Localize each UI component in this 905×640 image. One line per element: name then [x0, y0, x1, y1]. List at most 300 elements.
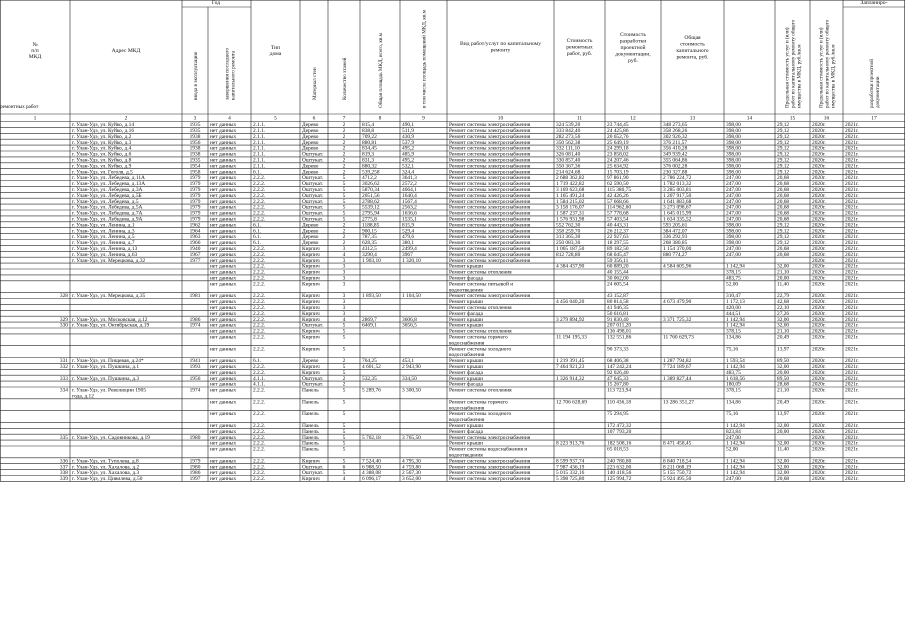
cell-col-12: 22 927,63	[607, 234, 629, 241]
column-number: 7	[342, 115, 346, 122]
cell-col-15: 29,12	[777, 240, 790, 247]
cell-col-11: 1 587 237,31	[556, 210, 585, 217]
cell-col-11: 552 762,30	[556, 222, 581, 229]
cell-col-17: 2021г.	[845, 275, 859, 282]
cell-col-6: Дерево	[302, 228, 319, 235]
cell-col-17: 2021г.	[845, 399, 859, 406]
cell-col-3: 1974	[189, 322, 201, 329]
cell-col-12: 26 212,37	[607, 228, 629, 235]
cell-col-12: 41 946,35	[607, 305, 629, 311]
cell-col-16: 2020г.	[812, 364, 826, 370]
cell-col-12: 172 472,32	[607, 423, 632, 429]
cell-col-17: 2021г.	[845, 470, 859, 477]
cell-col-4: нет данных	[210, 470, 237, 477]
cell-col-10: Ремонт системы электроснабжения	[449, 163, 531, 170]
cell-col-2: г. Улан-Удэ, ул. Мерецкова, д.32	[72, 257, 146, 264]
cell-col-13: 1 782 013,32	[663, 181, 692, 188]
cell-col-10: Ремонт системы электроснабжения	[449, 192, 531, 199]
cell-col-12: 92 026,40	[607, 369, 629, 376]
cell-col-10: Ремонт системы электроснабжения	[449, 470, 531, 477]
cell-col-15: 20,00	[777, 369, 790, 376]
cell-col-14: 398,00	[726, 122, 741, 129]
cell-col-5: 4.1.1.	[253, 375, 266, 382]
cell-col-17: 2021г.	[845, 234, 859, 241]
cell-col-4: нет данных	[210, 145, 237, 152]
cell-col-15: 29,12	[777, 128, 790, 134]
cell-col-10: Ремонт системы электроснабжения	[449, 293, 531, 300]
cell-col-8: 787,35	[362, 234, 377, 241]
cell-col-12: 107 793,20	[607, 428, 632, 435]
cell-col-9: 490,1	[402, 122, 415, 129]
cell-col-6: Панель	[302, 440, 319, 447]
cell-col-15: 32,00	[777, 440, 790, 447]
cell-col-16: 2020г.	[812, 375, 826, 382]
cell-col-16: 2020г.	[812, 305, 826, 311]
cell-col-8: 4 388,08	[362, 470, 381, 477]
cell-col-14: 823,84	[726, 428, 741, 435]
cell-col-1: 336	[59, 458, 68, 465]
cell-col-5: 2.1.1.	[253, 157, 266, 164]
cell-col-16: 2020г.	[812, 257, 826, 264]
cell-col-14: 247,00	[726, 246, 741, 252]
planned-group-label: Запланиро-	[860, 0, 888, 6]
cell-col-3: 1979	[189, 204, 201, 211]
cell-col-14: 398,00	[726, 128, 741, 134]
cell-col-15: 20,68	[777, 216, 790, 223]
cell-col-14: 75,16	[726, 411, 739, 418]
header-8: Общая площадь МКД, всего, кв.м	[378, 33, 384, 108]
cell-col-17: 2021г.	[845, 139, 859, 146]
cell-col-6: Панель	[302, 434, 319, 441]
cell-col-6: Оштукат.	[302, 375, 324, 382]
cell-col-2: г. Улан-Удэ, ул. Ленина, д.63	[72, 251, 138, 258]
cell-col-5: 6.1.	[253, 358, 262, 365]
cell-col-6: Оштукат.	[302, 187, 324, 193]
cell-col-6: Дерево	[302, 240, 319, 247]
cell-col-6: Панель	[302, 446, 319, 453]
cell-col-16: 2020г.	[812, 470, 826, 477]
cell-col-9: 529,4	[402, 228, 415, 235]
cell-col-6: Кирпич	[302, 316, 320, 323]
cell-col-12: 24 207,46	[607, 157, 629, 164]
cell-col-5: 2.2.2.	[253, 204, 266, 211]
cell-col-14: 247,00	[726, 198, 741, 205]
header-12: Стоимость разработки проектной документации, руб.	[615, 32, 651, 64]
column-number: 3	[193, 115, 197, 122]
cell-col-15: 21,10	[777, 269, 790, 276]
cell-col-8: 628,35	[362, 240, 377, 247]
cell-col-15: 20,00	[777, 275, 790, 282]
cell-col-14: 1 142,94	[726, 470, 745, 477]
cell-col-15: 29,12	[777, 228, 790, 235]
cell-col-2: г. Улан-Удэ, ул. Лебедева, д.13А	[72, 181, 146, 188]
cell-col-3: 1963	[189, 234, 201, 241]
cell-col-15: 20,68	[777, 192, 790, 199]
cell-col-13: 593 205,61	[663, 222, 688, 229]
cell-col-15: 29,12	[777, 139, 790, 146]
cell-col-3: 1964	[189, 228, 201, 235]
cell-col-7: 2	[342, 133, 346, 140]
cell-col-17: 2021г.	[845, 434, 859, 441]
cell-col-4: нет данных	[210, 316, 237, 323]
cell-col-3: 1980	[189, 464, 201, 471]
cell-col-4: нет данных	[210, 328, 237, 335]
cell-col-7: 5	[342, 328, 346, 335]
cell-col-10: Ремонт крыши	[449, 316, 483, 323]
cell-col-17: 2021г.	[845, 157, 859, 164]
cell-col-9: 453,1	[402, 358, 415, 365]
cell-col-12: 40 443,31	[607, 222, 629, 229]
column-number: 16	[823, 115, 830, 122]
cell-col-5: 2.2.2.	[253, 334, 266, 341]
cell-col-17: 2021г.	[845, 358, 859, 365]
cell-col-16: 2020г.	[812, 151, 826, 158]
cell-col-16: 2020г.	[812, 316, 826, 323]
cell-col-2: г. Улан-Удэ, ул. Куйко, д.4	[72, 145, 132, 152]
cell-col-6: Панель	[302, 399, 319, 406]
cell-col-11: 333 842,40	[556, 128, 581, 134]
cell-col-13: 8 211 068,19	[663, 464, 692, 471]
cell-col-16: 2020г.	[812, 310, 826, 317]
cell-col-11: 4 384 437,90	[556, 263, 585, 270]
cell-col-10: Ремонт системы электроснабжения	[449, 122, 531, 129]
cell-col-15: 29,12	[777, 163, 790, 170]
cell-col-15: 20,68	[777, 251, 790, 258]
cell-col-8: 838,8	[362, 128, 375, 134]
cell-col-3: 1997	[189, 476, 201, 483]
cell-col-8: 2051,56	[362, 192, 380, 199]
cell-col-16: 2020г.	[812, 122, 826, 129]
cell-col-7: 5	[342, 399, 346, 406]
cell-col-13: 3 273 098,67	[663, 204, 692, 211]
cell-col-15: 29,12	[777, 169, 790, 176]
cell-col-14: 398,00	[726, 222, 741, 229]
cell-col-9: 4664,1	[402, 187, 417, 193]
cell-col-10: Ремонт системы электроснабжения	[449, 210, 531, 217]
cell-col-17: 2021г.	[845, 310, 859, 317]
header-3: ввода в эксплуатацию	[193, 51, 199, 100]
cell-col-11: 282 273,56	[556, 133, 581, 140]
column-number: 8	[378, 115, 382, 122]
cell-col-16: 2020г.	[812, 139, 826, 146]
cell-col-11: 3 279 894,92	[556, 316, 585, 323]
cell-col-2: г. Улан-Удэ, ул. Революции 1905 года, д.12	[72, 387, 147, 400]
cell-col-12: 68 406,38	[607, 358, 629, 365]
header-2: Адрес МКД	[111, 48, 141, 54]
cell-col-6: Оштукат.	[302, 198, 324, 205]
cell-col-12: 68 045,47	[607, 251, 629, 258]
cell-col-4: нет данных	[210, 423, 237, 429]
cell-col-8: 4312,5	[362, 246, 377, 252]
cell-col-9: 3641,3	[402, 175, 417, 182]
cell-col-10: Ремонт крыши	[449, 364, 483, 370]
cell-col-10: Ремонт фасада	[449, 381, 483, 388]
cell-col-4: нет данных	[210, 369, 237, 376]
cell-col-7: 2	[342, 240, 346, 247]
cell-col-16: 2020г.	[812, 128, 826, 134]
cell-col-9: 2 943,90	[402, 364, 421, 370]
cell-col-17: 2021г.	[845, 269, 859, 276]
cell-col-17: 2021г.	[845, 122, 859, 129]
cell-col-14: 1 142,94	[726, 322, 745, 329]
cell-col-11: 1 719 422,82	[556, 181, 585, 188]
cell-col-17: 2021г.	[845, 346, 859, 353]
cell-col-7: 3	[342, 257, 346, 264]
cell-col-15: 22,79	[777, 293, 790, 300]
cell-col-8: 709,22	[362, 133, 377, 140]
cell-col-14: 1 142,94	[726, 464, 745, 471]
cell-col-2: г. Улан-Удэ, ул. Лебедева, д.11А	[72, 175, 145, 182]
cell-col-4: нет данных	[210, 334, 237, 341]
cell-col-11: 12 706 628,69	[556, 399, 587, 406]
column-number: 5	[274, 115, 277, 122]
cell-col-17: 2021г.	[845, 375, 859, 382]
cell-col-4: нет данных	[210, 310, 237, 317]
header-1: № п/п МКД	[28, 42, 42, 60]
cell-col-6: Панель	[302, 423, 319, 429]
cell-col-6: Дерево	[302, 133, 319, 140]
cell-col-15: 32,00	[777, 464, 790, 471]
cell-col-7: 3	[342, 299, 346, 306]
cell-col-17: 2021г.	[845, 263, 859, 270]
cell-col-13: 358 268,26	[663, 128, 688, 134]
cell-col-10: Ремонт системы электроснабжения	[449, 434, 531, 441]
cell-col-10: Ремонт системы холодного водоснабжения	[449, 346, 512, 359]
cell-col-17: 2021г.	[845, 251, 859, 258]
cell-col-14: 398,00	[726, 157, 741, 164]
cell-col-8: 831,3	[362, 157, 375, 164]
cell-col-16: 2020г.	[812, 228, 826, 235]
cell-col-14: 134,86	[726, 399, 741, 406]
cell-col-16: 2020г.	[812, 440, 826, 447]
cell-col-9: 3606,8	[402, 316, 417, 323]
cell-col-7: 2	[342, 163, 346, 170]
cell-col-9: 1640,4	[402, 192, 417, 199]
cell-col-16: 2020г.	[812, 476, 826, 483]
cell-col-13: 7 724 189,67	[663, 364, 692, 370]
cell-col-10: Ремонт крыши	[449, 375, 483, 382]
cell-col-4: нет данных	[210, 434, 237, 441]
cell-col-9: 815,9	[402, 222, 415, 229]
cell-col-12: 90 373,33	[607, 346, 629, 353]
cell-col-8: 3290,4	[362, 251, 377, 258]
cell-col-14: 1 142,94	[726, 440, 745, 447]
cell-col-15: 20,68	[777, 210, 790, 217]
cell-col-12: 65 018,53	[607, 446, 629, 453]
cell-col-7: 4	[342, 316, 346, 323]
cell-col-17: 2021г.	[845, 175, 859, 182]
cell-col-7: 2	[342, 381, 346, 388]
cell-col-12: 91 830,40	[607, 316, 629, 323]
cell-col-17: 2021г.	[845, 334, 859, 341]
cell-col-10: Ремонт системы электроснабжения	[449, 204, 531, 211]
cell-col-5: 4.1.1.	[253, 381, 266, 388]
cell-col-11: 5 015 332,16	[556, 470, 585, 477]
cell-col-5: 2.2.2.	[253, 399, 266, 406]
cell-col-15: 11,40	[777, 446, 789, 453]
cell-col-16: 2020г.	[812, 275, 826, 282]
cell-col-8: 6 988,50	[362, 464, 381, 471]
cell-col-5: 2.2.2.	[253, 446, 266, 453]
cell-col-7: 2	[342, 375, 346, 382]
cell-col-7: 2	[342, 128, 346, 134]
cell-col-14: 52,00	[726, 281, 739, 288]
cell-col-14: 1 172,13	[726, 299, 745, 306]
cell-col-12: 23 858,02	[607, 151, 629, 158]
cell-col-4: нет данных	[210, 163, 237, 170]
cell-col-11: 7 464 921,23	[556, 364, 585, 370]
cell-col-15: 20,68	[777, 204, 790, 211]
cell-col-6: Кирпич	[302, 263, 320, 270]
cell-col-16: 2020г.	[812, 187, 826, 193]
cell-col-6: Оштукат.	[302, 210, 324, 217]
header-5: Тип дома	[269, 45, 282, 57]
cell-col-14: 134,86	[726, 334, 741, 341]
cell-col-15: 29,12	[777, 222, 790, 229]
cell-col-9: 4 795,30	[402, 458, 421, 465]
cell-col-7: 2	[342, 145, 346, 152]
cell-col-5: 2.2.2.	[253, 263, 266, 270]
header-13: Общая стоимость капитального ремонта, руб.	[676, 35, 709, 61]
cell-col-4: нет данных	[210, 364, 237, 370]
cell-col-10: Ремонт системы отопления	[449, 269, 512, 276]
cell-col-11: 7 987 436,19	[556, 464, 585, 471]
cell-col-13: 230 327,88	[663, 169, 688, 176]
cell-col-10: Ремонт системы электроснабжения	[449, 246, 531, 252]
cell-col-2: г. Улан-Удэ, ул. Куйко, д.8	[72, 157, 132, 164]
cell-col-12: 47 645,33	[607, 375, 629, 382]
cell-col-4: нет данных	[210, 251, 237, 258]
cell-col-9: 2572,2	[402, 181, 417, 188]
cell-col-13: 5 924 495,50	[663, 476, 692, 483]
cell-col-16: 2020г.	[812, 169, 826, 176]
cell-col-13: 376 002,28	[663, 163, 688, 170]
cell-col-13: 348 273,65	[663, 122, 688, 129]
cell-col-2: г. Улан-Удэ, ул. Лебедева, д.5Б	[72, 192, 142, 199]
cell-col-5: 2.2.2.	[253, 251, 266, 258]
cell-col-5: 6.1.	[253, 169, 262, 176]
cell-col-14: 247,00	[726, 434, 741, 441]
cell-col-16: 2020г.	[812, 434, 826, 441]
cell-col-16: 2020г.	[812, 387, 826, 394]
cell-col-13: 3 371 725,32	[663, 316, 692, 323]
cell-col-16: 2020г.	[812, 181, 826, 188]
cell-col-4: нет данных	[210, 281, 237, 288]
cell-col-10: Ремонт системы отопления	[449, 387, 512, 394]
cell-col-11: 250 083,30	[556, 240, 581, 247]
cell-col-14: 247,00	[726, 251, 741, 258]
cell-col-7: 5	[342, 198, 346, 205]
cell-col-12: 89 182,50	[607, 246, 629, 252]
column-number: 6	[312, 115, 316, 122]
cell-col-8: 880,32	[362, 163, 377, 170]
cell-col-7: 3	[342, 275, 346, 282]
cell-col-8: 1 903,10	[362, 257, 381, 264]
cell-col-3: 1979	[189, 458, 201, 465]
cell-col-12: 59 356,11	[607, 257, 629, 264]
cell-col-8: 6469,1	[362, 322, 377, 329]
cell-col-8: 4 601,52	[362, 364, 381, 370]
cell-col-12: 240 780,80	[607, 458, 632, 465]
cell-col-5: 2.1.1.	[253, 139, 266, 146]
cell-col-14: 247,00	[726, 476, 741, 483]
cell-col-13: 1 389 827,44	[663, 375, 692, 382]
cell-col-7: 2	[342, 169, 346, 176]
cell-col-5: 2.2.2.	[253, 293, 266, 300]
cell-col-17: 2021г.	[845, 128, 859, 134]
cell-col-10: Ремонт фасада	[449, 310, 483, 317]
cell-col-1: 333	[59, 375, 68, 382]
cell-col-16: 2020г.	[812, 428, 826, 435]
cell-col-4: нет данных	[210, 204, 237, 211]
cell-col-16: 2020г.	[812, 163, 826, 170]
cell-col-7: 5	[342, 423, 346, 429]
cell-col-15: 20,68	[777, 175, 790, 182]
cell-col-12: 24 299,18	[607, 145, 629, 152]
cell-col-4: нет данных	[210, 169, 237, 176]
cell-col-12: 114 962,60	[607, 204, 632, 211]
cell-col-6: Кирпич	[302, 246, 320, 252]
cell-col-5: 2.2.2.	[253, 346, 266, 353]
cell-col-7: 5	[342, 175, 346, 182]
cell-col-15: 29,12	[777, 157, 790, 164]
cell-col-15: 32,00	[777, 458, 790, 465]
cell-col-3: 1940	[189, 246, 201, 252]
cell-col-10: Ремонт системы электроснабжения	[449, 128, 531, 134]
cell-col-9: 479,6	[402, 234, 415, 241]
cell-col-2: г. Улан-Удэ, ул. Октябрьская, д.19	[72, 322, 150, 329]
cell-col-4: нет данных	[210, 269, 237, 276]
cell-col-17: 2021г.	[845, 440, 859, 447]
cell-col-9: 1 104,50	[402, 293, 421, 300]
cell-col-6: Дерево	[302, 222, 319, 229]
cell-col-14: 420,00	[726, 305, 741, 311]
cell-col-13: 268 380,85	[663, 240, 688, 247]
cell-col-14: 378,15	[726, 387, 741, 394]
cell-col-5: 2.1.1.	[253, 151, 266, 158]
cell-col-16: 2020г.	[812, 458, 826, 465]
cell-col-5: 2.2.2.	[253, 476, 266, 483]
cell-col-2: г. Улан-Удэ, ул. Цивилева, д.50	[72, 476, 143, 483]
cell-col-7: 5	[342, 440, 346, 447]
cell-col-3: 1967	[189, 251, 201, 258]
cell-col-12: 140 418,56	[607, 470, 632, 477]
cell-col-6: Дерево	[302, 139, 319, 146]
cell-col-5: 2.2.2.	[253, 269, 266, 276]
cell-col-11: 3 169 623,68	[556, 187, 585, 193]
cell-col-13: 1 645 015,99	[663, 210, 692, 217]
column-number: 11	[576, 115, 583, 122]
cell-col-10: Ремонт системы электроснабжения	[449, 157, 531, 164]
cell-col-15: 29,12	[777, 234, 790, 241]
cell-col-1: 337	[59, 464, 68, 471]
cell-col-10: Ремонт фасада	[449, 428, 483, 435]
cell-col-7: 5	[342, 364, 346, 370]
cell-col-16: 2020г.	[812, 358, 826, 365]
cell-col-2: г. Улан-Удэ, ул. Мерецкова, д.35	[72, 293, 146, 300]
cell-col-5: 2.2.2.	[253, 216, 266, 223]
cell-col-2: г. Улан-Удэ, ул. Лебедева, д.7А	[72, 210, 143, 217]
cell-col-4: нет данных	[210, 198, 237, 205]
cell-col-5: 6.1.	[253, 222, 262, 229]
cell-col-3: 1979	[189, 181, 201, 188]
cell-col-16: 2020г.	[812, 175, 826, 182]
cell-col-4: нет данных	[210, 387, 237, 394]
cell-col-14: 483,75	[726, 275, 741, 282]
cell-col-10: Ремонт системы электроснабжения	[449, 464, 531, 471]
column-number: 12	[630, 115, 636, 122]
cell-col-4: нет данных	[210, 428, 237, 435]
